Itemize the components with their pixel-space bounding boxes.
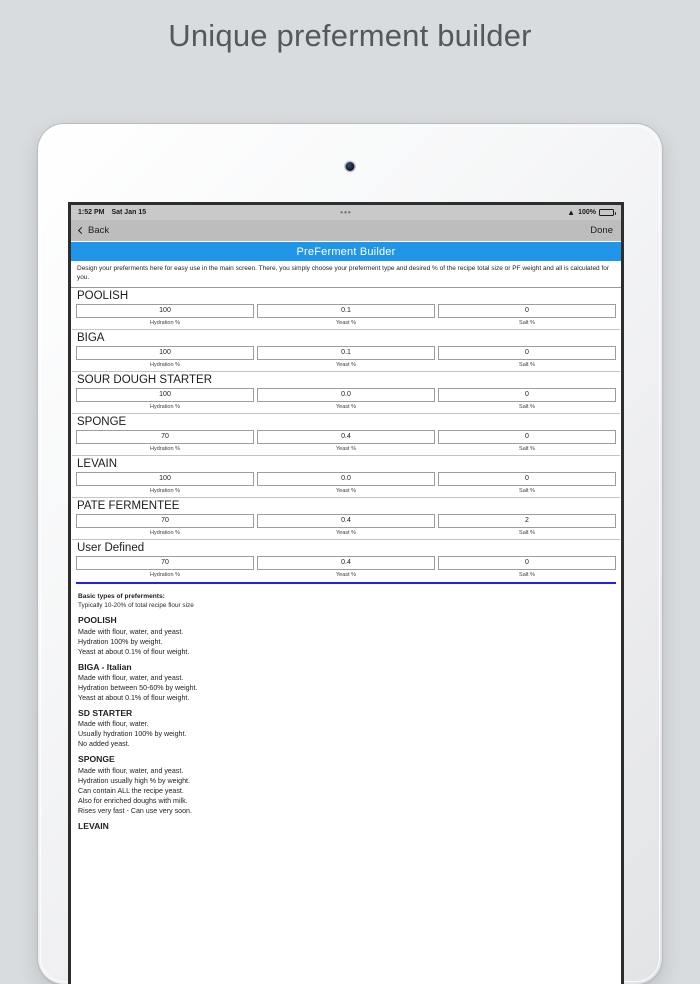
status-date: Sat Jan 15 [111, 209, 147, 216]
status-time: 1:52 PM [78, 209, 105, 216]
info-section-line: Usually hydration 100% by weight. [78, 730, 187, 739]
preferment-field-cell [438, 346, 616, 371]
info-section-line: Yeast at about 0.1% of flour weight. [78, 694, 190, 703]
back-button[interactable] [79, 225, 109, 236]
preferment-field-cell [76, 472, 254, 497]
yeast-label: Yeast % [336, 403, 356, 410]
info-section-heading: BIGA - Italian [78, 661, 132, 672]
preferment-field-row [76, 430, 616, 455]
preferment-name: SPONGE [77, 415, 127, 428]
screen-bezel [68, 202, 624, 984]
preferment-field-cell [438, 304, 616, 329]
preferment-field-cell [76, 430, 254, 455]
hydration-input[interactable]: 70 [76, 430, 254, 444]
chevron-left-icon [78, 227, 85, 234]
salt-input[interactable]: 0 [438, 430, 616, 444]
yeast-label: Yeast % [336, 445, 356, 452]
salt-label: Salt % [519, 319, 535, 326]
hydration-input[interactable]: 100 [76, 472, 254, 486]
hydration-input[interactable]: 70 [76, 556, 254, 570]
preferment-field-cell [257, 388, 435, 413]
yeast-label: Yeast % [336, 487, 356, 494]
preferment-list [71, 288, 621, 581]
screen-title-banner: PreFerment Builder [71, 242, 621, 261]
yeast-label: Yeast % [336, 361, 356, 368]
status-bar-right [567, 209, 614, 217]
intro-text: Design your preferments here for easy use in the main screen. There, you simply choose your preferment type and desired % of the recipe total size or PF weight and all is calculated for you. [71, 261, 621, 288]
preferment-group [71, 498, 621, 539]
info-section-heading: SD STARTER [78, 708, 133, 719]
preferment-field-cell [257, 430, 435, 455]
preferment-field-cell [257, 304, 435, 329]
info-section-line: Hydration 100% by weight. [78, 637, 163, 646]
nav-bar [71, 220, 621, 242]
preferment-name: POOLISH [77, 289, 129, 302]
preferment-field-row [76, 556, 616, 581]
preferment-field-row [76, 304, 616, 329]
status-bar-left [78, 209, 146, 216]
preferment-group [71, 288, 621, 329]
info-section-line: Made with flour, water, and yeast. [78, 627, 184, 636]
info-section-line: Rises very fast - Can use very soon. [78, 806, 192, 815]
preferment-field-cell [438, 514, 616, 539]
battery-full-icon [599, 209, 614, 216]
app-screen [71, 205, 621, 984]
preferment-name: BIGA [77, 331, 105, 344]
content-scroll-area[interactable] [71, 261, 621, 984]
info-section-line: Also for enriched doughs with milk. [78, 796, 188, 805]
preferment-field-cell [76, 556, 254, 581]
preferment-field-cell [438, 388, 616, 413]
info-section-heading: LEVAIN [78, 820, 109, 831]
page-title: Unique preferment builder [168, 18, 532, 53]
info-section-line: Made with flour, water, and yeast. [78, 673, 184, 682]
salt-label: Salt % [519, 571, 535, 578]
preferment-field-cell [76, 304, 254, 329]
info-sections [78, 614, 614, 832]
yeast-input[interactable]: 0.4 [257, 430, 435, 444]
preferment-group [71, 540, 621, 581]
status-bar [71, 205, 621, 220]
salt-input[interactable]: 0 [438, 388, 616, 402]
status-center-dots: ••• [340, 208, 352, 217]
hydration-label: Hydration % [150, 403, 180, 410]
preferment-group [71, 372, 621, 413]
ipad-device [38, 124, 662, 984]
salt-input[interactable]: 2 [438, 514, 616, 528]
preferment-field-row [76, 388, 616, 413]
info-section-line: Yeast at about 0.1% of flour weight. [78, 647, 190, 656]
preferment-field-cell [76, 514, 254, 539]
yeast-input[interactable]: 0.0 [257, 388, 435, 402]
yeast-input[interactable]: 0.4 [257, 514, 435, 528]
info-title: Basic types of preferments: [78, 592, 165, 600]
info-subtitle: Typically 10-20% of total recipe flour size [78, 602, 194, 610]
salt-label: Salt % [519, 529, 535, 536]
preferment-field-row [76, 514, 616, 539]
preferment-field-cell [257, 346, 435, 371]
salt-input[interactable]: 0 [438, 304, 616, 318]
preferment-group [71, 456, 621, 497]
preferment-name: User Defined [77, 541, 145, 554]
preferment-field-cell [76, 388, 254, 413]
info-section-line: Made with flour, water, and yeast. [78, 766, 184, 775]
preferment-field-cell [257, 472, 435, 497]
hydration-label: Hydration % [150, 319, 180, 326]
info-section-heading: POOLISH [78, 615, 117, 626]
preferment-group [71, 330, 621, 371]
preferment-field-cell [438, 556, 616, 581]
preferment-field-cell [438, 472, 616, 497]
back-button-label: Back [88, 225, 110, 236]
hydration-input[interactable]: 100 [76, 346, 254, 360]
salt-label: Salt % [519, 487, 535, 494]
salt-label: Salt % [519, 445, 535, 452]
preferment-name: PATE FERMENTEE [77, 499, 180, 512]
info-section-line: No added yeast. [78, 740, 130, 749]
salt-label: Salt % [519, 361, 535, 368]
preferment-group [71, 414, 621, 455]
preferment-name: LEVAIN [77, 457, 118, 470]
yeast-label: Yeast % [336, 571, 356, 578]
hydration-input[interactable]: 70 [76, 514, 254, 528]
preferment-field-cell [257, 556, 435, 581]
preferment-name: SOUR DOUGH STARTER [77, 373, 213, 386]
yeast-input[interactable]: 0.1 [257, 346, 435, 360]
preferment-field-row [76, 346, 616, 371]
done-button[interactable]: Done [590, 225, 613, 236]
info-section-line: Hydration between 50-60% by weight. [78, 683, 198, 692]
yeast-input[interactable]: 0.0 [257, 472, 435, 486]
hydration-label: Hydration % [150, 529, 180, 536]
salt-input[interactable]: 0 [438, 472, 616, 486]
hydration-input[interactable]: 100 [76, 304, 254, 318]
battery-percent: 100% [578, 209, 596, 216]
info-panel [71, 584, 621, 836]
info-section-heading: SPONGE [78, 754, 115, 765]
preferment-field-cell [76, 346, 254, 371]
hydration-label: Hydration % [150, 487, 180, 494]
hydration-label: Hydration % [150, 361, 180, 368]
wifi-icon: ▲ [567, 207, 576, 217]
preferment-field-row [76, 472, 616, 497]
salt-label: Salt % [519, 403, 535, 410]
hydration-label: Hydration % [150, 571, 180, 578]
info-section-line: Made with flour, water. [78, 720, 149, 729]
preferment-field-cell [257, 514, 435, 539]
yeast-input[interactable]: 0.4 [257, 556, 435, 570]
hydration-label: Hydration % [150, 445, 180, 452]
camera-dot-icon [346, 162, 355, 171]
salt-input[interactable]: 0 [438, 346, 616, 360]
hydration-input[interactable]: 100 [76, 388, 254, 402]
preferment-field-cell [438, 430, 616, 455]
yeast-label: Yeast % [336, 529, 356, 536]
salt-input[interactable]: 0 [438, 556, 616, 570]
yeast-input[interactable]: 0.1 [257, 304, 435, 318]
yeast-label: Yeast % [336, 319, 356, 326]
info-section-line: Can contain ALL the recipe yeast. [78, 786, 184, 795]
info-section-line: Hydration usually high % by weight. [78, 776, 190, 785]
